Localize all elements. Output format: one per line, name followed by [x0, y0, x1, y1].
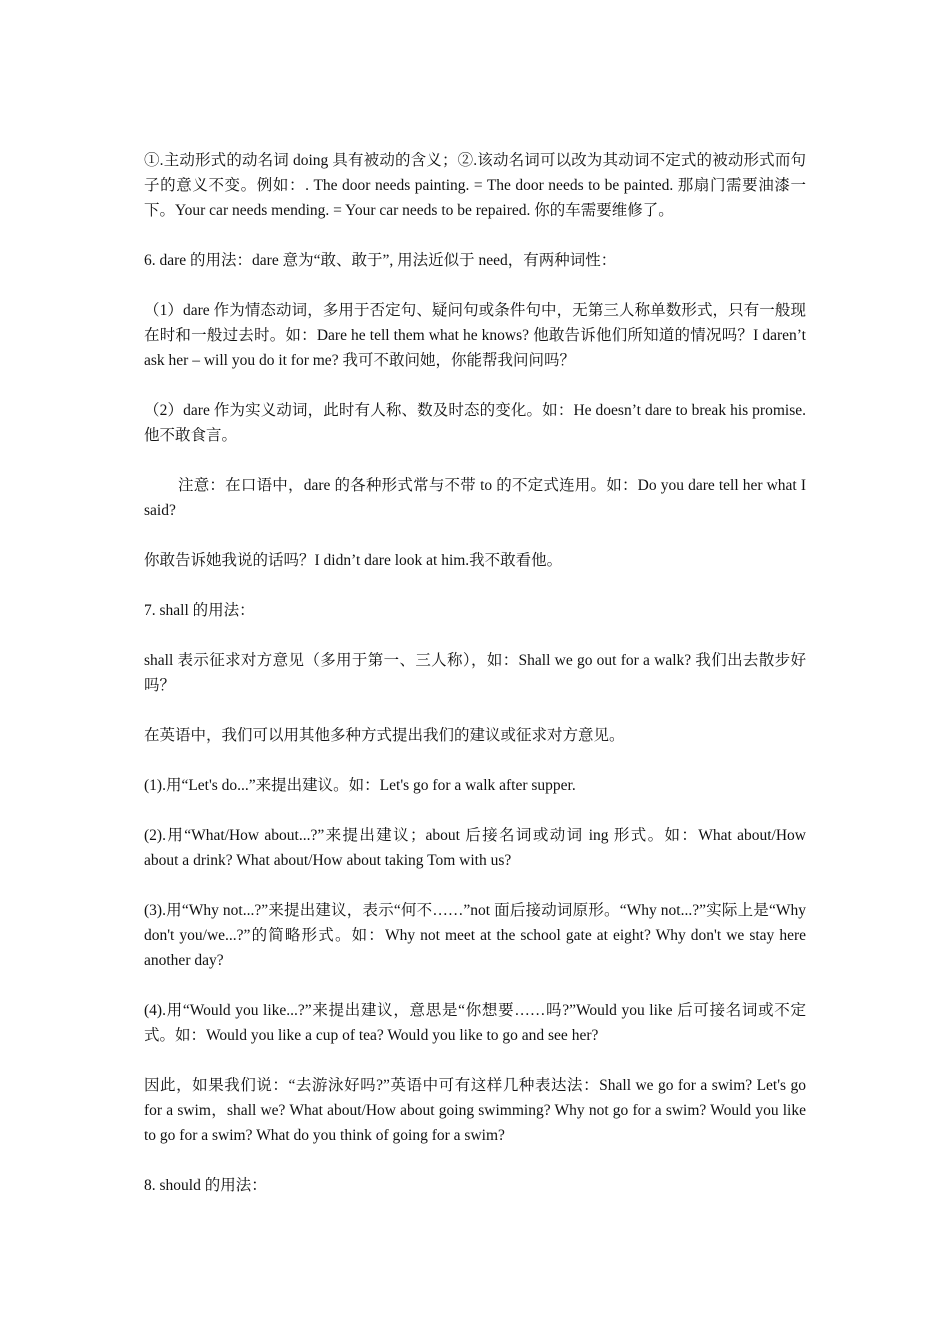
heading-shall-usage: 7. shall 的用法：	[144, 602, 255, 619]
paragraph-would-you-like: (4).用“Would you like...?”来提出建议，意思是“你想要……吗?”Would you like 后可接名词或不定式。如：Would you like a cup of tea? Would you like to go and see her?	[144, 1002, 806, 1044]
paragraph-dare-note: 注意：在口语中，dare 的各种形式常与不带 to 的不定式连用。如：Do you dare tell her what I said?	[144, 477, 806, 519]
paragraph-swim-examples: 因此，如果我们说：“去游泳好吗?”英语中可有这样几种表达法：Shall we go for a swim? Let's go for a swim，shall we? What about/How about going swimming? Why not go for a swim? Would you like to go for a swim? What do you think of going for a swim?	[144, 1077, 806, 1144]
paragraph-dare-examples: 你敢告诉她我说的话吗？I didn’t dare look at him.我不敢看他。	[144, 552, 563, 569]
paragraph-lets-do: (1).用“Let's do...”来提出建议。如：Let's go for a walk after supper.	[144, 777, 576, 794]
paragraph-gerund-passive: ①.主动形式的动名词 doing 具有被动的含义；②.该动名词可以改为其动词不定式的被动形式而句子的意义不变。例如：. The door needs painting. = The door needs to be painted. 那扇门需要油漆一下。Your car needs mending. = Your car needs to be repaired. 你的车需要维修了。	[144, 152, 806, 219]
paragraph-dare-modal: （1）dare 作为情态动词，多用于否定句、疑问句或条件句中，无第三人称单数形式，只有一般现在时和一般过去时。如：Dare he tell them what he knows? 他敢告诉他们所知道的情况吗？I daren’t ask her – will you do it for me? 我可不敢问她，你能帮我问问吗？	[144, 302, 806, 369]
paragraph-shall-suggestion: shall 表示征求对方意见（多用于第一、三人称），如：Shall we go out for a walk? 我们出去散步好吗？	[144, 652, 806, 694]
heading-dare-usage: 6. dare 的用法：dare 意为“敢、敢于”, 用法近似于 need，有两种词性：	[144, 252, 617, 269]
paragraph-what-about: (2).用“What/How about...?”来提出建议；about 后接名词或动词 ing 形式。如：What about/How about a drink? What about/How about taking Tom with us?	[144, 827, 806, 869]
paragraph-suggestion-intro: 在英语中，我们可以用其他多种方式提出我们的建议或征求对方意见。	[144, 727, 625, 744]
document-body	[144, 148, 806, 1223]
paragraph-why-not: (3).用“Why not...?”来提出建议，表示“何不……”not 面后接动词原形。“Why not...?”实际上是“Why don't you/we...?”的简略形式。如：Why not meet at the school gate at eight? Why don't we stay here another day?	[144, 902, 806, 969]
heading-should-usage: 8. should 的用法：	[144, 1177, 267, 1194]
paragraph-dare-main-verb: （2）dare 作为实义动词，此时有人称、数及时态的变化。如：He doesn’t dare to break his promise.他不敢食言。	[144, 402, 806, 444]
